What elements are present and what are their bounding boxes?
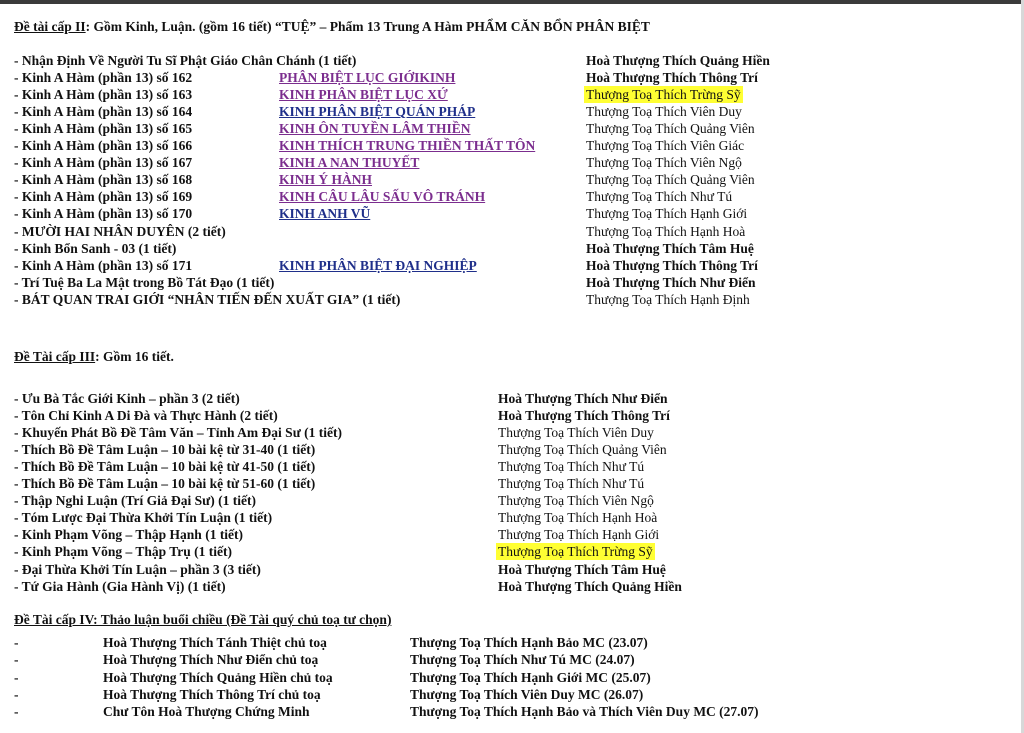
topic-text: - Ưu Bà Tắc Giới Kinh – phần 3 (2 tiết): [14, 391, 240, 406]
teacher-name: Thượng Toạ Thích Quảng Viên: [586, 121, 755, 137]
list-item: [0, 424, 1024, 441]
list-item: [0, 240, 1024, 257]
list-item: [0, 578, 1024, 595]
topic-text: - Kinh A Hàm (phần 13) số 170: [14, 206, 193, 222]
list-item: [0, 223, 1024, 240]
topic-text: - Thích Bồ Đề Tâm Luận – 10 bài kệ từ 51-60 (1 tiết): [14, 476, 316, 492]
sutra-link[interactable]: KINH CÂU LÂU SẤU VÔ TRÁNH: [279, 189, 486, 205]
teacher-name: Thượng Toạ Thích Viên Ngộ: [498, 493, 654, 509]
topic-text: - Kinh Bổn Sanh - 03 (1 tiết): [14, 240, 177, 256]
teacher-name: Thượng Toạ Thích Như Tú: [498, 476, 645, 492]
topic-text: - BÁT QUAN TRAI GIỚI “NHÂN TIẾN ĐẾN XUẤT GIA” (1 tiết): [14, 291, 401, 307]
teacher-name: Thượng Toạ Thích Hạnh Định: [586, 291, 750, 307]
teacher-name: Hoà Thượng Thích Thông Trí: [498, 408, 670, 424]
list-item: [0, 274, 1024, 291]
list-item: [0, 458, 1024, 475]
mc-name: Thượng Toạ Thích Hạnh Bảo và Thích Viên Duy MC (27.07): [410, 704, 759, 720]
teacher-name: Thượng Toạ Thích Hạnh Hoà: [498, 510, 658, 526]
teacher-name: Thượng Toạ Thích Hạnh Giới: [586, 206, 748, 222]
section-3-title-desc: : Gồm 16 tiết.: [95, 349, 174, 364]
teacher-name: Hoà Thượng Thích Quảng Hiền: [586, 53, 770, 68]
mc-name: Thượng Toạ Thích Viên Duy MC (26.07): [410, 686, 644, 702]
teacher-name: Hoà Thượng Thích Tâm Huệ: [498, 561, 666, 577]
teacher-name: Hoà Thượng Thích Quảng Hiền: [498, 578, 682, 594]
list-item: [0, 120, 1024, 137]
topic-text: - Kinh A Hàm (phần 13) số 164: [14, 104, 193, 120]
list-item: [0, 561, 1024, 578]
topic-text: - Kinh A Hàm (phần 13) số 163: [14, 87, 193, 103]
teacher-name: Thượng Toạ Thích Hạnh Hoà: [586, 223, 746, 239]
teacher-name: Hoà Thượng Thích Tâm Huệ: [586, 240, 754, 256]
section-4-heading: [14, 612, 391, 628]
bullet-dash: -: [14, 686, 19, 702]
bullet-dash: -: [14, 704, 19, 720]
list-item: [0, 492, 1024, 509]
topic-text: - Kinh A Hàm (phần 13) số 165: [14, 121, 193, 137]
list-item: [0, 188, 1024, 205]
list-item: [0, 86, 1024, 103]
topic-text: - Thập Nghi Luận (Trí Giả Đại Sư) (1 tiết): [14, 493, 256, 509]
teacher-name: Thượng Toạ Thích Trừng Sỹ: [586, 87, 741, 103]
sutra-link[interactable]: KINH PHÂN BIỆT ĐẠI NGHIỆP: [279, 257, 477, 273]
list-item: [0, 103, 1024, 120]
section-2-title-desc: : Gồm Kinh, Luận. (gồm 16 tiết) “TUỆ” – Phẩm 13 Trung A Hàm PHẨM CĂN BỔN PHÂN BIỆT: [85, 19, 650, 34]
chair-name: Hoà Thượng Thích Quảng Hiền chủ toạ: [103, 669, 333, 685]
topic-text: - Trí Tuệ Ba La Mật trong Bồ Tát Đạo (1 tiết): [14, 274, 275, 290]
list-item: [0, 526, 1024, 543]
sutra-link[interactable]: KINH A NAN THUYẾT: [279, 155, 420, 171]
list-item: [0, 475, 1024, 492]
sutra-link[interactable]: KINH PHÂN BIỆT LỤC XỨ: [279, 87, 448, 103]
teacher-name: Thượng Toạ Thích Như Tú: [586, 189, 733, 205]
topic-text: - Kinh A Hàm (phần 13) số 168: [14, 172, 193, 188]
list-item: [0, 703, 1024, 720]
list-item: [0, 651, 1024, 668]
topic-text: - Kinh A Hàm (phần 13) số 169: [14, 189, 193, 205]
topic-text: - MƯỜI HAI NHÂN DUYÊN (2 tiết): [14, 223, 226, 239]
mc-name: Thượng Toạ Thích Hạnh Bảo MC (23.07): [410, 635, 648, 650]
sutra-link[interactable]: KINH THÍCH TRUNG THIỀN THẤT TÔN: [279, 138, 536, 154]
list-item: [0, 634, 1024, 651]
teacher-name: Thượng Toạ Thích Trừng Sỹ: [498, 544, 653, 560]
teacher-name: Hoà Thượng Thích Như Điển: [498, 391, 668, 406]
topic-text: - Kinh Phạm Võng – Thập Trụ (1 tiết): [14, 544, 233, 560]
list-item: [0, 171, 1024, 188]
list-item: [0, 407, 1024, 424]
list-item: [0, 509, 1024, 526]
sutra-link[interactable]: KINH ANH VŨ: [279, 206, 371, 222]
teacher-name: Thượng Toạ Thích Quảng Viên: [498, 442, 667, 458]
teacher-name: Thượng Toạ Thích Viên Ngộ: [586, 155, 742, 171]
mc-name: Thượng Toạ Thích Như Tú MC (24.07): [410, 652, 635, 668]
topic-text: - Thích Bồ Đề Tâm Luận – 10 bài kệ từ 41-50 (1 tiết): [14, 459, 316, 475]
section-4-title: Đề Tài cấp IV: Thảo luận buổi chiều (Đề Tài quý chủ toạ tư chọn): [14, 612, 392, 627]
sutra-link[interactable]: KINH PHÂN BIỆT QUÁN PHÁP: [279, 104, 476, 120]
sutra-link[interactable]: KINH Ý HÀNH: [279, 172, 373, 188]
topic-text: - Tóm Lược Đại Thừa Khởi Tín Luận (1 tiết): [14, 510, 273, 526]
sutra-link[interactable]: KINH ÔN TUYỀN LÂM THIỀN: [279, 121, 471, 137]
topic-text: - Kinh A Hàm (phần 13) số 171: [14, 257, 193, 273]
teacher-name: Thượng Toạ Thích Viên Duy: [586, 104, 742, 120]
list-item: [0, 257, 1024, 274]
topic-text: - Tứ Gia Hành (Gia Hành Vị) (1 tiết): [14, 578, 226, 594]
topic-text: - Kinh A Hàm (phần 13) số 167: [14, 155, 193, 171]
teacher-name: Hoà Thượng Thích Thông Trí: [586, 257, 758, 273]
list-item: [0, 205, 1024, 222]
topic-text: - Tôn Chỉ Kinh A Di Đà và Thực Hành (2 tiết): [14, 408, 278, 424]
section-3-title-label: Đề Tài cấp III: [14, 349, 96, 364]
list-item: [0, 137, 1024, 154]
teacher-name: Thượng Toạ Thích Quảng Viên: [586, 172, 755, 188]
chair-name: Hoà Thượng Thích Như Điển chủ toạ: [103, 652, 319, 668]
teacher-name: Thượng Toạ Thích Như Tú: [498, 459, 645, 475]
topic-text: - Thích Bồ Đề Tâm Luận – 10 bài kệ từ 31-40 (1 tiết): [14, 442, 316, 458]
section-2-title-label: Đề tài cấp II: [14, 19, 86, 34]
teacher-name: Hoà Thượng Thích Thông Trí: [586, 70, 758, 86]
teacher-name: Thượng Toạ Thích Hạnh Giới: [498, 527, 660, 543]
list-item: [0, 669, 1024, 686]
teacher-name: Thượng Toạ Thích Viên Duy: [498, 425, 654, 441]
topic-text: - Kinh Phạm Võng – Thập Hạnh (1 tiết): [14, 527, 244, 543]
topic-text: - Đại Thừa Khởi Tín Luận – phần 3 (3 tiết): [14, 561, 261, 577]
list-item: [0, 686, 1024, 703]
list-item: [0, 291, 1024, 308]
teacher-name: Hoà Thượng Thích Như Điển: [586, 274, 756, 290]
list-item: [0, 543, 1024, 560]
section-2-heading: [14, 19, 650, 35]
mc-name: Thượng Toạ Thích Hạnh Giới MC (25.07): [410, 669, 651, 685]
bullet-dash: -: [14, 652, 19, 668]
list-item: [0, 441, 1024, 458]
chair-name: Hoà Thượng Thích Tánh Thiệt chủ toạ: [103, 635, 327, 650]
sutra-link[interactable]: PHÂN BIỆT LỤC GIỚIKINH: [279, 70, 456, 86]
topic-text: - Kinh A Hàm (phần 13) số 166: [14, 138, 193, 154]
bullet-dash: -: [14, 669, 19, 685]
list-item: [0, 154, 1024, 171]
list-item: [0, 52, 1024, 69]
list-item: [0, 69, 1024, 86]
teacher-name: Thượng Toạ Thích Viên Giác: [586, 138, 745, 154]
list-item: [0, 390, 1024, 407]
topic-text: - Nhận Định Về Người Tu Sĩ Phật Giáo Chân Chánh (1 tiết): [14, 53, 357, 68]
bullet-dash: -: [14, 635, 19, 650]
chair-name: Chư Tôn Hoà Thượng Chứng Minh: [103, 704, 310, 720]
topic-text: - Kinh A Hàm (phần 13) số 162: [14, 70, 193, 86]
topic-text: - Khuyến Phát Bồ Đề Tâm Văn – Tỉnh Am Đại Sư (1 tiết): [14, 425, 343, 441]
section-3-heading: [14, 349, 174, 365]
chair-name: Hoà Thượng Thích Thông Trí chủ toạ: [103, 686, 321, 702]
